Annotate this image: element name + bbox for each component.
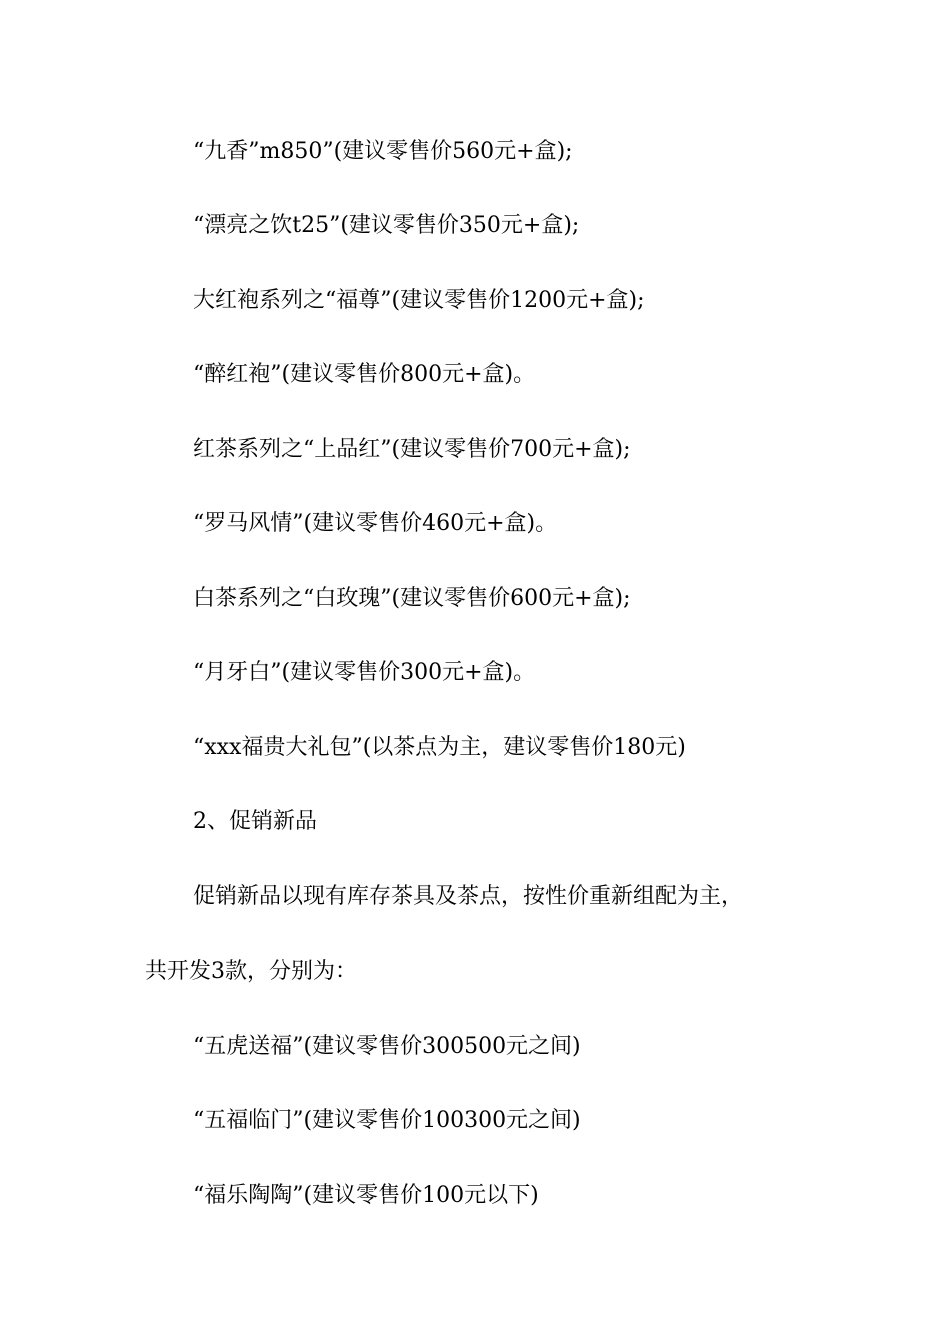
product-line-yueyabai: “月牙白”(建议零售价300元+盒)。 [193,660,536,685]
product-line-wuhusongfu: “五虎送福”(建议零售价300500元之间) [193,1034,581,1059]
product-line-luomafengqing: “罗马风情”(建议零售价460元+盒)。 [193,511,558,536]
section-heading: 2、促销新品 [193,809,317,834]
paragraph-line: 共开发3款，分别为： [145,959,357,984]
product-line-gift-pack: “xxx福贵大礼包”(以茶点为主，建议零售价180元) [193,735,686,760]
product-line-fuzun: 大红袍系列之“福尊”(建议零售价1200元+盒); [193,288,645,313]
product-line-jiuxiang: “九香”m850”(建议零售价560元+盒); [193,139,573,164]
product-line-shangpinhong: 红茶系列之“上品红”(建议零售价700元+盒); [193,437,631,462]
product-line-wufulinmen: “五福临门”(建议零售价100300元之间) [193,1108,581,1133]
product-line-piaoliang: “漂亮之饮t25”(建议零售价350元+盒); [193,213,580,238]
paragraph-line: 促销新品以现有库存茶具及茶点，按性价重新组配为主， [193,884,744,909]
product-line-fuletaotao: “福乐陶陶”(建议零售价100元以下) [193,1183,539,1208]
product-line-zuihongpao: “醉红袍”(建议零售价800元+盒)。 [193,362,536,387]
product-line-baimeigui: 白茶系列之“白玫瑰”(建议零售价600元+盒); [193,586,631,611]
